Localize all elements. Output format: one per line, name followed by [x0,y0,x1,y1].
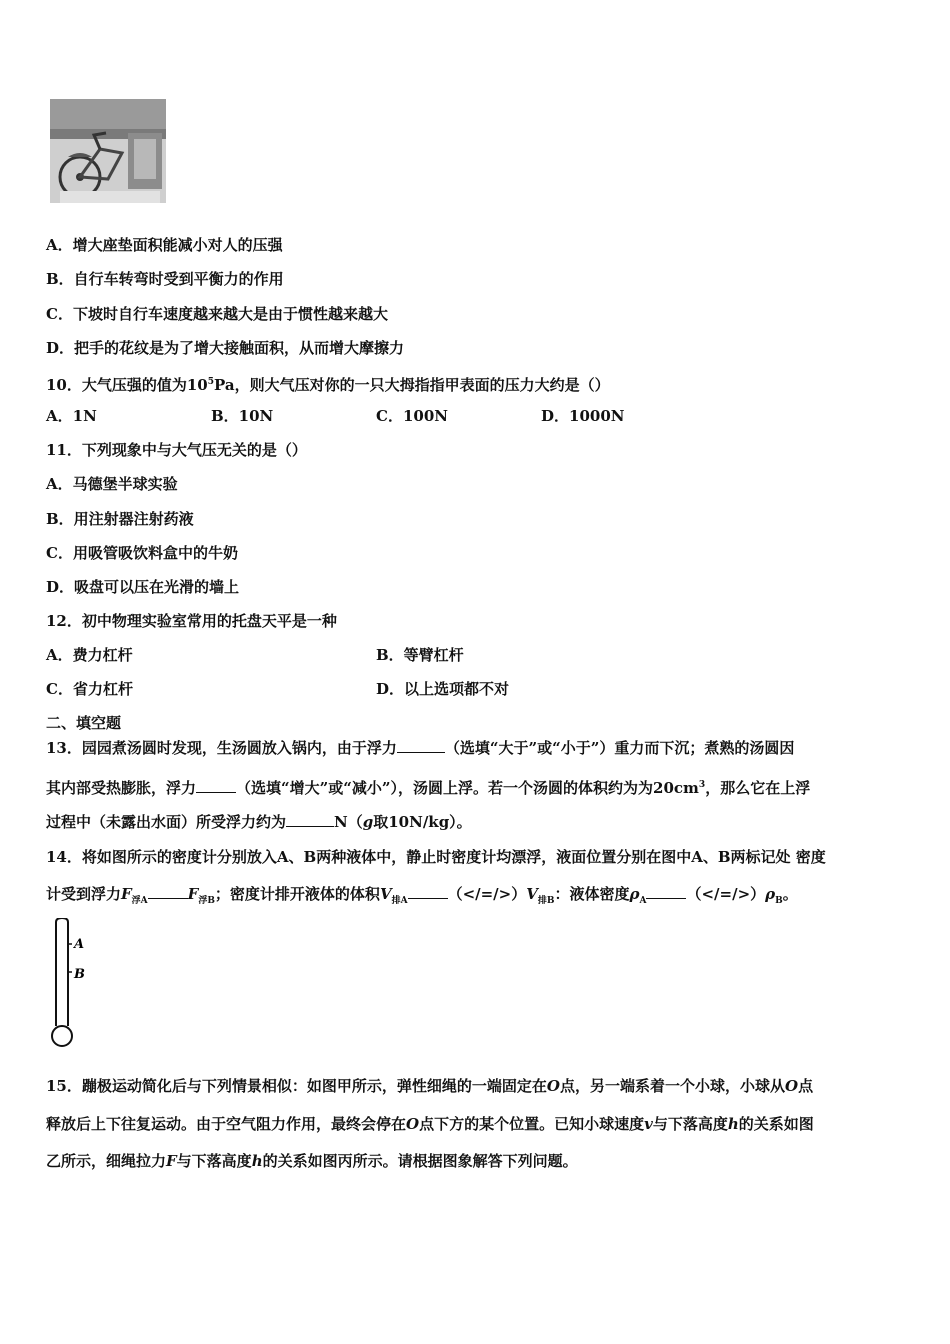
q15-line-2: 释放后上下往复运动。由于空气阻力作用，最终会停在O点下方的某个位置。已知小球速度v与下落高度h的关系如图 [46,1115,814,1133]
hydrometer-label-b: B [74,967,85,982]
q12-option-b: B．等臂杠杆 [376,646,464,664]
q13-blank-1[interactable] [397,738,445,753]
q13-line-1: 13．园园煮汤圆时发现，生汤圆放入锅内，由于浮力 （选填“大于”或“小于”）重力而下沉；煮熟的汤圆因 [46,739,795,757]
q12-option-c: C．省力杠杆 [46,680,133,698]
q9-option-b: B．自行车转弯时受到平衡力的作用 [46,270,284,288]
q15-line-3: 乙所示，细绳拉力F与下落高度h的关系如图丙所示。请根据图象解答下列问题。 [46,1152,578,1170]
hydrometer-figure [44,918,94,1052]
q11-option-b: B．用注射器注射药液 [46,510,194,528]
hydrometer-label-a: A [74,937,85,952]
q11-option-a: A．马德堡半球实验 [46,475,178,493]
q10-option-a: A．1N [46,407,97,425]
hydrometer-tube [56,918,68,1026]
q14-blank-2[interactable] [408,884,448,899]
hydrometer-bulb [52,1026,72,1046]
q11-stem: 11．下列现象中与大气压无关的是（） [46,441,307,459]
q10-option-d: D．1000N [541,407,625,425]
q13-blank-2[interactable] [196,778,236,793]
q14-line-1: 14．将如图所示的密度计分别放入A、B两种液体中，静止时密度计均漂浮，液面位置分别在图中A、B两标记处 密度 [46,848,826,866]
section-title-fill-in: 二、填空题 [46,714,122,732]
q12-stem: 12．初中物理实验室常用的托盘天平是一种 [46,612,337,630]
q13-line-2: 其内部受热膨胀，浮力 （选填“增大”或“减小”），汤圆上浮。若一个汤圆的体积约为为$20cm^3$，那么它在上浮 [46,779,811,797]
q14-blank-3[interactable] [646,884,686,899]
q14-blank-1[interactable] [148,884,188,899]
q12-option-d: D．以上选项都不对 [376,680,510,698]
q14-line-2: 计受到浮力$F_{浮A}$ $F_{浮B}$；密度计排开液体的体积$V_{排A}$ $(</=/>)V_{排B}$：液体密度$\rho_A$ $(</=/>)\rho_B$。 [46,885,798,906]
q9-option-d: D．把手的花纹是为了增大接触面积，从而增大摩擦力 [46,339,405,357]
q13-blank-3[interactable] [286,812,334,827]
q10-option-c: C．100N [376,407,448,425]
q10-option-b: B．10N [211,407,274,425]
q11-option-c: C．用吸管吸饮料盒中的牛奶 [46,544,238,562]
q10-stem: 10．大气压强的值为$10^5Pa$，则大气压对你的一只大拇指指甲表面的压力大约是（） [46,376,610,394]
q11-option-d: D．吸盘可以压在光滑的墙上 [46,578,240,596]
q9-option-c: C．下坡时自行车速度越来越大是由于惯性越来越大 [46,305,388,323]
q13-line-3: 过程中（未露出水面）所受浮力约为 N（g取10N/kg）。 [46,813,472,831]
q12-option-a: A．费力杠杆 [46,646,133,664]
q15-line-1: 15．蹦极运动简化后与下列情景相似：如图甲所示，弹性细绳的一端固定在O点，另一端系着一个小球，小球从O点 [46,1077,814,1095]
bicycle-photo [50,99,166,203]
q9-option-a: A．增大座垫面积能减小对人的压强 [46,236,283,254]
